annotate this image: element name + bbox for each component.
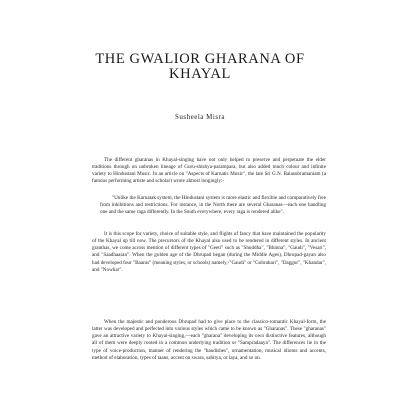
paragraph-gharanas: When the majestic and ponderous Dhrupad had to give place to the classico-romantic Khayal-form, the latter was developed and perfected into various styles which came to be known as "Gharanas". These "gharanas" gave an attractive variety to Khayal-singing,—each "gharana" developing its own distinctive features, although all of them were deeply rooted in a common underlying tradition or "Sampradaaya". The differences lie in the type of voice-production, manner of rendering the "bandishes", ornamentation, musical idioms and accents, method of elaboration, types of taans, accent on swara, sahitya, or laya, and so on.	[92, 319, 326, 361]
paragraph-intro: The different gharanas in Khayal-singing have not only helped to preserve and perpetuate the elder traditions through on unbroken lineage of Guru-shishya-parampara, but also added much colour and infinite variety to Hindustani Music. In an article on "Aspects of Karnatic Music", the late Sri G.N. Balasubramaniam (a famous performing artiste and scholar) wrote almost longingly:-	[92, 157, 326, 185]
paragraph-quote: "Unlike the Karnatak system, the Hindustani system is more elastic and flexible and comparatively free from inhibitions and restrictions. For instance, in the North there are several Gharanas—each one handling one and the same raga differently. In the South everywhere, every raga is rendered alike".	[100, 195, 326, 216]
title-line-1: THE GWALIOR GHARANA OF	[95, 51, 305, 67]
paragraph-styles: It is this scope for variety, choice of suitable style, and flights of fancy that have maintained the popularity of the Khayal up till now. The precursors of the Khayal also used to be rendered in different styles. In ancient granthas, we come across mention of different types of "Geeti" such as "Shuddha", "Bhinna", "Gaudi", "Vesari", and "Saadhaaran". When the golden age of the Dhrupad began (during the Middle Ages), Dhrupad-gayan also had developed four "Baanis" (meaning styles, or schools) namely,-"Gaudi" or "Gobrahari", "Daggur", "Khandar", and "Nowhar".	[92, 231, 326, 273]
author-name: Susheela Misra	[175, 113, 225, 121]
title-line-2: KHAYAL	[169, 66, 231, 82]
